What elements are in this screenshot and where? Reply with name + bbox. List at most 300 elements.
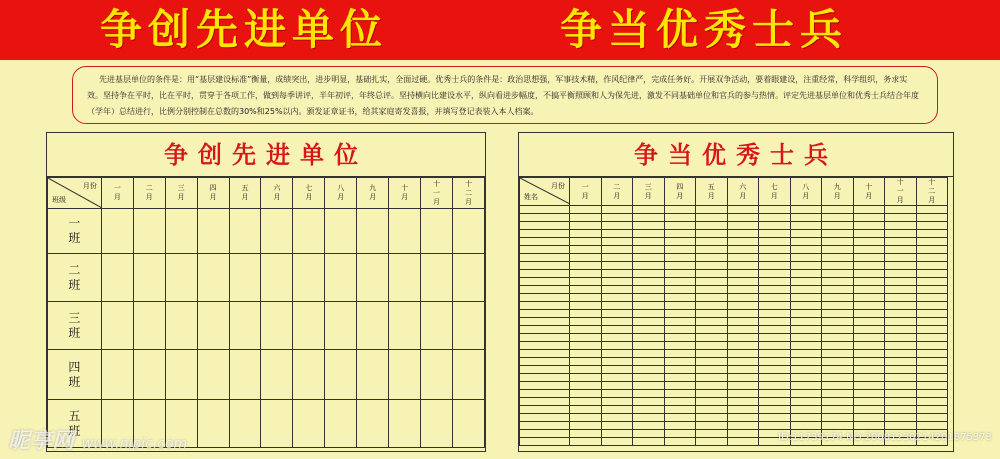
right-table-cell[interactable]: [916, 310, 948, 318]
right-table-cell[interactable]: [696, 246, 728, 254]
right-table-cell[interactable]: [916, 350, 948, 358]
right-table-cell[interactable]: [853, 318, 885, 326]
right-table-cell[interactable]: [790, 398, 822, 406]
right-table-cell[interactable]: [885, 398, 917, 406]
right-table-cell[interactable]: [727, 430, 759, 438]
right-table-cell[interactable]: [570, 310, 602, 318]
left-table-cell[interactable]: [293, 400, 325, 448]
left-table-cell[interactable]: [357, 302, 389, 350]
right-table-cell[interactable]: [853, 390, 885, 398]
right-table-cell[interactable]: [601, 262, 633, 270]
right-table-cell[interactable]: [664, 334, 696, 342]
right-table-cell[interactable]: [601, 206, 633, 214]
right-table-cell[interactable]: [570, 294, 602, 302]
right-table-cell[interactable]: [570, 270, 602, 278]
right-table-cell[interactable]: [916, 318, 948, 326]
right-table-cell[interactable]: [822, 262, 854, 270]
right-table-cell[interactable]: [570, 302, 602, 310]
right-table-cell[interactable]: [759, 358, 791, 366]
right-table-cell[interactable]: [759, 206, 791, 214]
right-table-cell[interactable]: [790, 310, 822, 318]
right-table-cell[interactable]: [601, 286, 633, 294]
right-table-cell[interactable]: [853, 398, 885, 406]
left-table-cell[interactable]: [421, 209, 453, 254]
right-table-cell[interactable]: [916, 214, 948, 222]
right-table-cell[interactable]: [759, 294, 791, 302]
right-table-cell[interactable]: [790, 294, 822, 302]
right-table-cell[interactable]: [570, 438, 602, 446]
right-table-cell[interactable]: [822, 366, 854, 374]
right-table-cell[interactable]: [696, 318, 728, 326]
right-table-cell[interactable]: [853, 406, 885, 414]
right-table-cell[interactable]: [633, 334, 665, 342]
right-table-cell[interactable]: [633, 414, 665, 422]
left-table-cell[interactable]: [165, 350, 197, 400]
right-table-cell[interactable]: [696, 278, 728, 286]
left-table-cell[interactable]: [453, 400, 485, 448]
right-table-cell[interactable]: [822, 422, 854, 430]
right-table-cell[interactable]: [727, 254, 759, 262]
right-table-cell[interactable]: [664, 302, 696, 310]
right-table-cell[interactable]: [696, 430, 728, 438]
right-table-cell[interactable]: [696, 398, 728, 406]
right-table-cell[interactable]: [664, 390, 696, 398]
right-table-cell[interactable]: [759, 326, 791, 334]
right-table-cell[interactable]: [759, 334, 791, 342]
right-table-cell[interactable]: [822, 310, 854, 318]
right-table-cell[interactable]: [853, 302, 885, 310]
right-table-cell[interactable]: [853, 206, 885, 214]
right-table-cell[interactable]: [633, 438, 665, 446]
right-table-cell[interactable]: [790, 390, 822, 398]
right-table-cell[interactable]: [633, 294, 665, 302]
right-table-cell[interactable]: [696, 310, 728, 318]
right-table-cell[interactable]: [885, 374, 917, 382]
right-table-cell[interactable]: [570, 230, 602, 238]
right-table-cell[interactable]: [601, 278, 633, 286]
right-table-cell[interactable]: [759, 406, 791, 414]
right-table-cell[interactable]: [727, 278, 759, 286]
right-table-cell[interactable]: [916, 230, 948, 238]
right-table-cell[interactable]: [790, 406, 822, 414]
right-table-cell[interactable]: [664, 374, 696, 382]
right-table-cell[interactable]: [822, 334, 854, 342]
right-table-cell[interactable]: [664, 430, 696, 438]
right-table-cell[interactable]: [885, 270, 917, 278]
right-table-cell[interactable]: [570, 414, 602, 422]
right-table-cell[interactable]: [822, 358, 854, 366]
right-table-cell[interactable]: [822, 230, 854, 238]
right-table-cell[interactable]: [570, 246, 602, 254]
right-table-cell[interactable]: [759, 422, 791, 430]
right-table-cell[interactable]: [601, 302, 633, 310]
right-table-cell[interactable]: [727, 222, 759, 230]
left-table-cell[interactable]: [261, 254, 293, 302]
left-table-cell[interactable]: [197, 302, 229, 350]
right-table-cell[interactable]: [696, 342, 728, 350]
right-table-cell[interactable]: [601, 310, 633, 318]
right-table-cell[interactable]: [916, 406, 948, 414]
left-table-cell[interactable]: [165, 302, 197, 350]
right-table-cell[interactable]: [822, 414, 854, 422]
right-table-cell[interactable]: [790, 366, 822, 374]
right-table-cell[interactable]: [727, 334, 759, 342]
right-table-cell[interactable]: [853, 414, 885, 422]
right-table-cell[interactable]: [790, 262, 822, 270]
right-table-cell[interactable]: [601, 238, 633, 246]
right-table-cell[interactable]: [601, 270, 633, 278]
left-table-cell[interactable]: [453, 254, 485, 302]
right-table-cell[interactable]: [759, 350, 791, 358]
right-table-cell[interactable]: [633, 326, 665, 334]
right-table-cell[interactable]: [916, 206, 948, 214]
right-table-cell[interactable]: [759, 254, 791, 262]
right-table-cell[interactable]: [885, 294, 917, 302]
right-table-cell[interactable]: [570, 222, 602, 230]
right-table-cell[interactable]: [759, 342, 791, 350]
right-table-cell[interactable]: [885, 342, 917, 350]
right-table-cell[interactable]: [696, 390, 728, 398]
left-table-cell[interactable]: [453, 350, 485, 400]
right-table-cell[interactable]: [885, 214, 917, 222]
right-table-cell[interactable]: [790, 326, 822, 334]
right-table-cell[interactable]: [664, 270, 696, 278]
right-table-cell[interactable]: [601, 326, 633, 334]
right-table-cell[interactable]: [916, 262, 948, 270]
left-table-cell[interactable]: [229, 209, 261, 254]
left-table-cell[interactable]: [197, 350, 229, 400]
right-table-cell[interactable]: [885, 318, 917, 326]
left-table-cell[interactable]: [101, 209, 133, 254]
right-table-cell[interactable]: [633, 342, 665, 350]
right-table-cell[interactable]: [916, 374, 948, 382]
right-table-cell[interactable]: [633, 318, 665, 326]
right-table-cell[interactable]: [601, 422, 633, 430]
right-table-cell[interactable]: [601, 430, 633, 438]
right-table-cell[interactable]: [727, 398, 759, 406]
right-table-cell[interactable]: [853, 286, 885, 294]
right-table-cell[interactable]: [916, 326, 948, 334]
right-table-cell[interactable]: [696, 374, 728, 382]
right-table-cell[interactable]: [570, 238, 602, 246]
right-table-cell[interactable]: [759, 286, 791, 294]
right-table-cell[interactable]: [633, 214, 665, 222]
left-table-cell[interactable]: [357, 209, 389, 254]
right-table-cell[interactable]: [664, 342, 696, 350]
right-table-cell[interactable]: [664, 310, 696, 318]
right-table-cell[interactable]: [790, 374, 822, 382]
right-table-cell[interactable]: [759, 414, 791, 422]
right-table-cell[interactable]: [570, 334, 602, 342]
right-table-cell[interactable]: [664, 358, 696, 366]
right-table-cell[interactable]: [853, 326, 885, 334]
left-table-cell[interactable]: [293, 350, 325, 400]
right-table-cell[interactable]: [570, 326, 602, 334]
right-table-cell[interactable]: [759, 246, 791, 254]
right-table-cell[interactable]: [822, 246, 854, 254]
right-table-cell[interactable]: [570, 382, 602, 390]
right-table-cell[interactable]: [885, 358, 917, 366]
right-table-cell[interactable]: [633, 278, 665, 286]
right-table-cell[interactable]: [696, 350, 728, 358]
left-table-cell[interactable]: [325, 350, 357, 400]
right-table-cell[interactable]: [727, 230, 759, 238]
right-table-cell[interactable]: [853, 230, 885, 238]
left-table-cell[interactable]: [389, 400, 421, 448]
right-table-cell[interactable]: [570, 390, 602, 398]
right-table-cell[interactable]: [601, 358, 633, 366]
right-table-cell[interactable]: [790, 270, 822, 278]
right-table-cell[interactable]: [916, 270, 948, 278]
left-table-cell[interactable]: [133, 350, 165, 400]
left-table-cell[interactable]: [389, 209, 421, 254]
right-table-cell[interactable]: [916, 390, 948, 398]
right-table-cell[interactable]: [633, 390, 665, 398]
left-table-cell[interactable]: [389, 254, 421, 302]
right-table-cell[interactable]: [790, 414, 822, 422]
right-table-cell[interactable]: [853, 366, 885, 374]
left-table-cell[interactable]: [133, 209, 165, 254]
right-table-cell[interactable]: [727, 270, 759, 278]
left-table-cell[interactable]: [357, 400, 389, 448]
left-table-cell[interactable]: [261, 302, 293, 350]
right-table-cell[interactable]: [790, 206, 822, 214]
left-table-cell[interactable]: [453, 302, 485, 350]
right-table-cell[interactable]: [570, 422, 602, 430]
right-table-cell[interactable]: [727, 414, 759, 422]
left-table-cell[interactable]: [293, 302, 325, 350]
right-table-cell[interactable]: [790, 334, 822, 342]
right-table-cell[interactable]: [633, 254, 665, 262]
right-table-cell[interactable]: [727, 406, 759, 414]
right-table-cell[interactable]: [633, 302, 665, 310]
right-table-cell[interactable]: [759, 278, 791, 286]
right-table-cell[interactable]: [633, 358, 665, 366]
right-table-cell[interactable]: [696, 382, 728, 390]
right-table-cell[interactable]: [790, 342, 822, 350]
right-table-cell[interactable]: [664, 382, 696, 390]
right-table-cell[interactable]: [633, 270, 665, 278]
right-table-cell[interactable]: [633, 398, 665, 406]
right-table-cell[interactable]: [822, 286, 854, 294]
right-table-cell[interactable]: [790, 318, 822, 326]
right-table-cell[interactable]: [727, 366, 759, 374]
right-table-cell[interactable]: [727, 302, 759, 310]
right-table-cell[interactable]: [916, 398, 948, 406]
right-table-cell[interactable]: [885, 382, 917, 390]
right-table-cell[interactable]: [916, 366, 948, 374]
right-table-cell[interactable]: [633, 230, 665, 238]
right-table-cell[interactable]: [633, 222, 665, 230]
right-table-cell[interactable]: [570, 214, 602, 222]
right-table-cell[interactable]: [759, 310, 791, 318]
left-table-cell[interactable]: [261, 400, 293, 448]
right-table-cell[interactable]: [696, 214, 728, 222]
left-table-cell[interactable]: [389, 350, 421, 400]
right-table-cell[interactable]: [853, 238, 885, 246]
right-table-cell[interactable]: [633, 286, 665, 294]
right-table-cell[interactable]: [633, 262, 665, 270]
right-table-cell[interactable]: [885, 406, 917, 414]
right-table-cell[interactable]: [570, 358, 602, 366]
right-table-cell[interactable]: [696, 438, 728, 446]
right-table-cell[interactable]: [633, 406, 665, 414]
right-table-cell[interactable]: [790, 302, 822, 310]
right-table-cell[interactable]: [916, 286, 948, 294]
left-table-cell[interactable]: [357, 350, 389, 400]
right-table-cell[interactable]: [759, 302, 791, 310]
right-table-cell[interactable]: [885, 302, 917, 310]
right-table-cell[interactable]: [570, 206, 602, 214]
right-table-cell[interactable]: [601, 374, 633, 382]
right-table-cell[interactable]: [885, 278, 917, 286]
right-table-cell[interactable]: [727, 438, 759, 446]
right-table-cell[interactable]: [696, 358, 728, 366]
right-table-cell[interactable]: [759, 382, 791, 390]
right-table-cell[interactable]: [853, 270, 885, 278]
right-table-cell[interactable]: [727, 374, 759, 382]
right-table-cell[interactable]: [664, 222, 696, 230]
right-table-cell[interactable]: [790, 286, 822, 294]
right-table-cell[interactable]: [601, 342, 633, 350]
right-table-cell[interactable]: [633, 430, 665, 438]
right-table-cell[interactable]: [916, 422, 948, 430]
right-table-cell[interactable]: [601, 222, 633, 230]
right-table-cell[interactable]: [601, 406, 633, 414]
right-table-cell[interactable]: [853, 358, 885, 366]
right-table-cell[interactable]: [916, 246, 948, 254]
right-table-cell[interactable]: [759, 230, 791, 238]
right-table-cell[interactable]: [633, 206, 665, 214]
right-table-cell[interactable]: [759, 238, 791, 246]
right-table-cell[interactable]: [633, 238, 665, 246]
right-table-cell[interactable]: [853, 342, 885, 350]
left-table-cell[interactable]: [101, 254, 133, 302]
right-table-cell[interactable]: [633, 382, 665, 390]
left-table-cell[interactable]: [421, 400, 453, 448]
right-table-cell[interactable]: [822, 294, 854, 302]
right-table-cell[interactable]: [664, 230, 696, 238]
right-table-cell[interactable]: [664, 254, 696, 262]
right-table-cell[interactable]: [696, 286, 728, 294]
right-table-cell[interactable]: [664, 350, 696, 358]
right-table-cell[interactable]: [696, 254, 728, 262]
right-table-cell[interactable]: [853, 262, 885, 270]
left-table-cell[interactable]: [325, 254, 357, 302]
right-table-cell[interactable]: [696, 302, 728, 310]
right-table-cell[interactable]: [601, 254, 633, 262]
left-table-cell[interactable]: [453, 209, 485, 254]
right-table-cell[interactable]: [696, 326, 728, 334]
right-table-cell[interactable]: [664, 366, 696, 374]
right-table-cell[interactable]: [853, 278, 885, 286]
right-table-cell[interactable]: [696, 206, 728, 214]
right-table-cell[interactable]: [822, 382, 854, 390]
left-table-cell[interactable]: [293, 209, 325, 254]
left-table-cell[interactable]: [101, 302, 133, 350]
right-table-cell[interactable]: [790, 222, 822, 230]
left-table-cell[interactable]: [293, 254, 325, 302]
right-table-cell[interactable]: [727, 382, 759, 390]
right-table-cell[interactable]: [759, 214, 791, 222]
right-table-cell[interactable]: [601, 366, 633, 374]
right-table-cell[interactable]: [885, 414, 917, 422]
right-table-cell[interactable]: [570, 350, 602, 358]
right-table-cell[interactable]: [696, 238, 728, 246]
right-table-cell[interactable]: [727, 246, 759, 254]
right-table-cell[interactable]: [664, 422, 696, 430]
right-table-cell[interactable]: [570, 286, 602, 294]
right-table-cell[interactable]: [790, 214, 822, 222]
right-table-cell[interactable]: [633, 374, 665, 382]
right-table-cell[interactable]: [853, 254, 885, 262]
left-table-cell[interactable]: [165, 254, 197, 302]
right-table-cell[interactable]: [885, 238, 917, 246]
right-table-cell[interactable]: [759, 366, 791, 374]
right-table-cell[interactable]: [601, 414, 633, 422]
right-table-cell[interactable]: [853, 382, 885, 390]
right-table-cell[interactable]: [822, 398, 854, 406]
right-table-cell[interactable]: [601, 382, 633, 390]
right-table-cell[interactable]: [885, 222, 917, 230]
left-table-cell[interactable]: [261, 350, 293, 400]
right-table-cell[interactable]: [696, 406, 728, 414]
right-table-cell[interactable]: [570, 398, 602, 406]
right-table-cell[interactable]: [916, 238, 948, 246]
right-table-cell[interactable]: [822, 270, 854, 278]
right-table-cell[interactable]: [601, 398, 633, 406]
right-table-cell[interactable]: [570, 430, 602, 438]
right-table-cell[interactable]: [790, 278, 822, 286]
left-table-cell[interactable]: [197, 209, 229, 254]
right-table-cell[interactable]: [885, 246, 917, 254]
right-table-cell[interactable]: [916, 382, 948, 390]
right-table-cell[interactable]: [759, 374, 791, 382]
right-table-cell[interactable]: [822, 206, 854, 214]
left-table-cell[interactable]: [357, 254, 389, 302]
right-table-cell[interactable]: [790, 254, 822, 262]
left-table-cell[interactable]: [229, 302, 261, 350]
right-table-cell[interactable]: [822, 278, 854, 286]
right-table-cell[interactable]: [664, 286, 696, 294]
right-table-cell[interactable]: [790, 358, 822, 366]
right-table-cell[interactable]: [696, 334, 728, 342]
right-table-cell[interactable]: [916, 294, 948, 302]
right-table-cell[interactable]: [601, 294, 633, 302]
right-table-cell[interactable]: [601, 390, 633, 398]
right-table-cell[interactable]: [664, 278, 696, 286]
right-table-cell[interactable]: [790, 382, 822, 390]
right-table-cell[interactable]: [885, 390, 917, 398]
right-table-cell[interactable]: [727, 422, 759, 430]
right-table-cell[interactable]: [601, 214, 633, 222]
right-table-cell[interactable]: [822, 342, 854, 350]
right-table-cell[interactable]: [885, 326, 917, 334]
left-table-cell[interactable]: [325, 400, 357, 448]
right-table-cell[interactable]: [790, 238, 822, 246]
right-table-cell[interactable]: [664, 326, 696, 334]
left-table-cell[interactable]: [229, 400, 261, 448]
left-table-cell[interactable]: [197, 400, 229, 448]
right-table-cell[interactable]: [601, 334, 633, 342]
right-table-cell[interactable]: [790, 230, 822, 238]
right-table-cell[interactable]: [601, 350, 633, 358]
right-table-cell[interactable]: [885, 206, 917, 214]
right-table-cell[interactable]: [633, 350, 665, 358]
right-table-cell[interactable]: [885, 254, 917, 262]
right-table-cell[interactable]: [696, 366, 728, 374]
right-table-cell[interactable]: [570, 254, 602, 262]
